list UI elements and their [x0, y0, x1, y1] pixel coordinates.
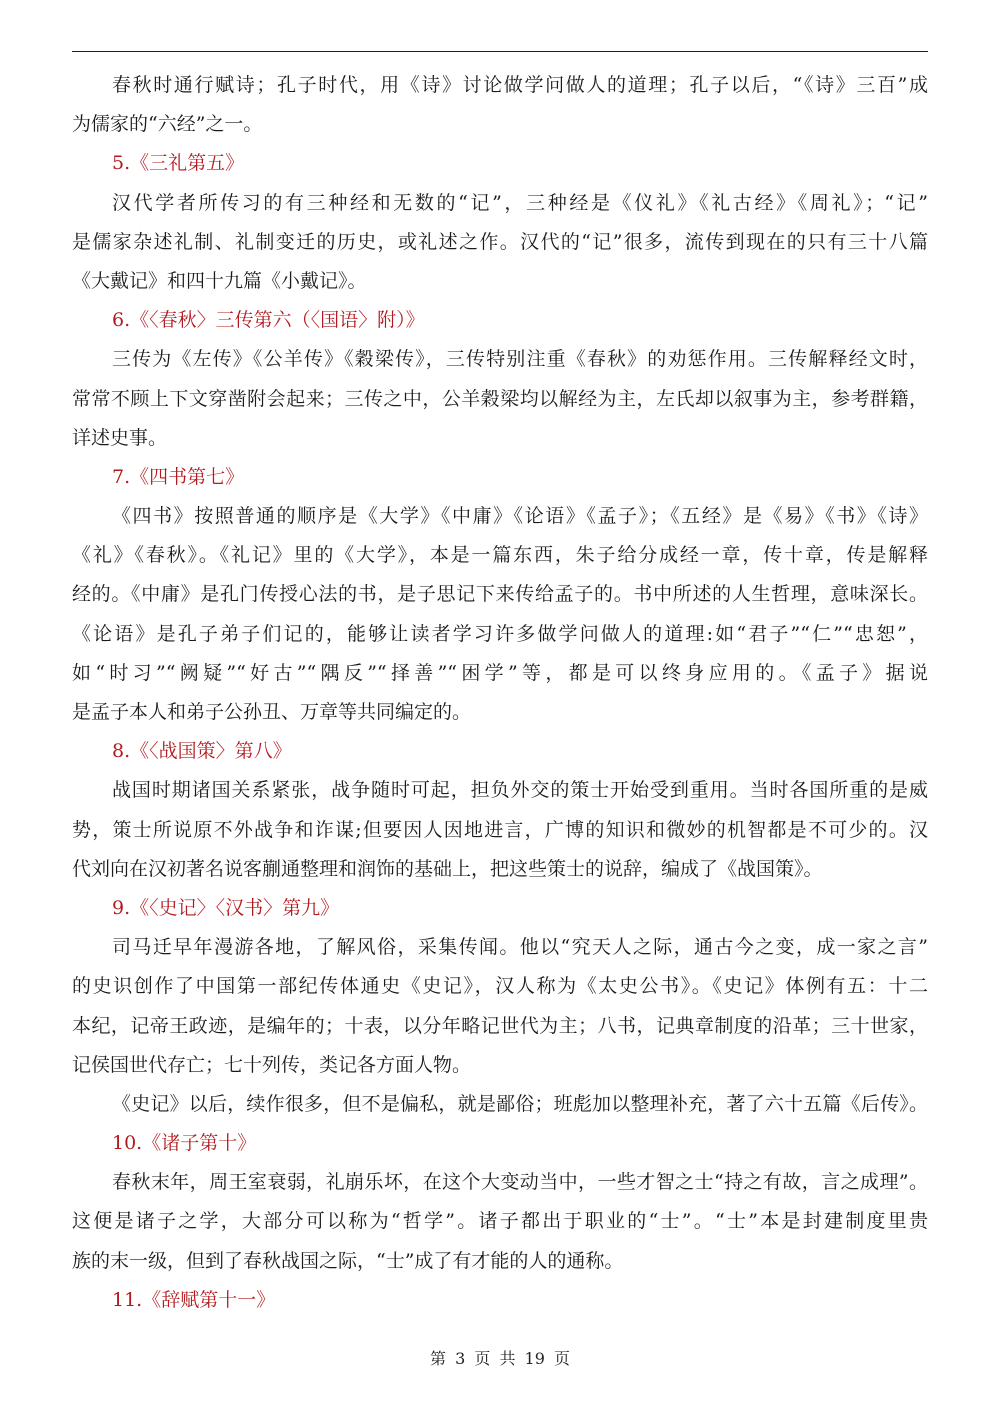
- text-line: 春秋末年，周王室衰弱，礼崩乐坏，在这个大变动当中，一些才智之士“持之有故，言之成理”。: [112, 1171, 928, 1194]
- text-line: 战国时期诸国关系紧张，战争随时可起，担负外交的策士开始受到重用。当时各国所重的是威: [112, 779, 928, 802]
- text-line: 族的末一级，但到了春秋战国之际，“士”成了有才能的人的通称。: [72, 1249, 624, 1272]
- text-line: 这便是诸子之学，大部分可以称为“哲学”。诸子都出于职业的“士”。“士”本是封建制度里贵: [72, 1210, 928, 1233]
- text-line: 春秋时通行赋诗；孔子时代，用《诗》讨论做学问做人的道理；孔子以后，“《诗》三百”成: [112, 74, 928, 96]
- text-line: 详述史事。: [72, 426, 168, 449]
- text-line: 是儒家杂述礼制、礼制变迁的历史，或礼述之作。汉代的“记”很多，流传到现在的只有三十八篇: [72, 230, 928, 253]
- text-line: 记侯国世代存亡；七十列传，类记各方面人物。: [72, 1053, 472, 1076]
- text-line: 《大戴记》和四十九篇《小戴记》。: [72, 269, 367, 292]
- section-heading: 7.《四书第七》: [112, 465, 245, 488]
- paragraph: [72, 1163, 928, 1281]
- text-line: 《论语》是孔子弟子们记的，能够让读者学习许多做学问做人的道理:如“君子”“仁”“忠恕”，: [72, 622, 928, 645]
- section-heading: 6.《〈春秋〉三传第六（〈国语〉附）》: [112, 309, 425, 332]
- text-line: 汉代学者所传习的有三种经和无数的“记”，三种经是《仪礼》《礼古经》《周礼》；“记”: [112, 191, 928, 214]
- text-line: 《史记》以后，续作很多，但不是偏私，就是鄙俗；班彪加以整理补充，著了六十五篇《后传》。: [112, 1092, 928, 1115]
- text-line: 如“时习”“阙疑”“好古”“隅反”“择善”“困学”等，都是可以终身应用的。《孟子》据说: [72, 661, 928, 684]
- document-body: [72, 66, 928, 1320]
- text-line: 是孟子本人和弟子公孙丑、万章等共同编定的。: [72, 701, 472, 723]
- text-line: 本纪，记帝王政迹，是编年的；十表，以分年略记世代为主；八书，记典章制度的沿革；三十世家，: [72, 1014, 928, 1037]
- text-line: 为儒家的“六经”之一。: [72, 113, 263, 136]
- header-rule: [72, 51, 928, 52]
- text-line: 常常不顾上下文穿凿附会起来；三传之中，公羊穀梁均以解经为主，左氏却以叙事为主，参考群籍，: [72, 387, 928, 410]
- section-heading: 8.《〈战国策〉第八》: [112, 740, 292, 763]
- section-heading: 9.《〈史记〉〈汉书〉第九》: [112, 896, 340, 919]
- text-line: 《四书》按照普通的顺序是《大学》《中庸》《论语》《孟子》；《五经》是《易》《书》《诗》: [112, 505, 928, 528]
- section-heading: 11.《辞赋第十一》: [112, 1288, 276, 1311]
- paragraph: [72, 66, 928, 144]
- section-heading: 5.《三礼第五》: [112, 152, 245, 175]
- text-line: 司马迁早年漫游各地，了解风俗，采集传闻。他以“究天人之际，通古今之变，成一家之言”: [112, 936, 928, 959]
- paragraph: [72, 340, 928, 458]
- text-line: 的史识创作了中国第一部纪传体通史《史记》，汉人称为《太史公书》。《史记》体例有五：十二: [72, 975, 928, 998]
- text-line: 三传为《左传》《公羊传》《穀梁传》，三传特别注重《春秋》的劝惩作用。三传解释经文时，: [112, 348, 928, 371]
- paragraph: [72, 184, 928, 302]
- paragraph: [72, 928, 928, 1085]
- section-heading: 10.《诸子第十》: [112, 1132, 257, 1155]
- text-line: 代刘向在汉初著名说客蒯通整理和润饰的基础上，把这些策士的说辞，编成了《战国策》。: [72, 857, 823, 880]
- paragraph: [72, 771, 928, 889]
- text-line: 势，策士所说原不外战争和诈谋;但要因人因地进言，广博的知识和微妙的机智都是不可少的。汉: [72, 818, 928, 841]
- paragraph: [72, 1085, 928, 1124]
- page-footer: 第 3 页 共 19 页: [430, 1349, 570, 1368]
- paragraph: [72, 497, 928, 732]
- text-line: 经的。《中庸》是孔门传授心法的书，是子思记下来传给孟子的。书中所述的人生哲理，意味深长。: [72, 583, 928, 606]
- text-line: 《礼》《春秋》。《礼记》里的《大学》，本是一篇东西，朱子给分成经一章，传十章，传是解释: [72, 544, 928, 567]
